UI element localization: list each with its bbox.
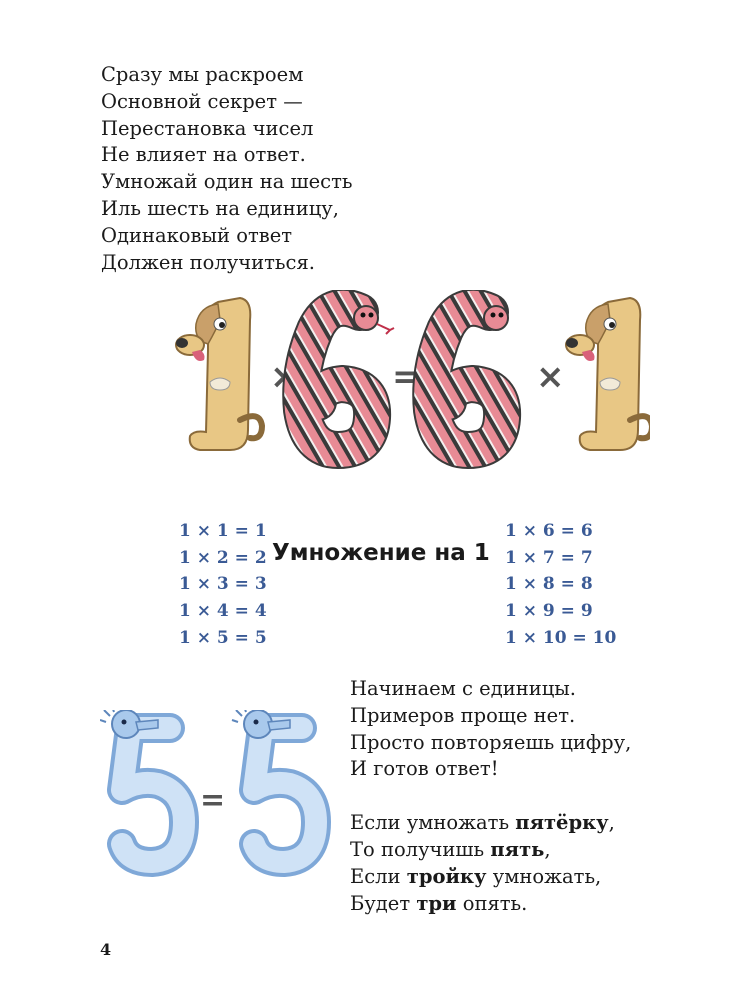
table-row: 1 × 1 = 1 [179,521,267,541]
table-row: 1 × 7 = 7 [505,547,593,568]
emphasis: пять [490,837,545,861]
poem-line: Перестановка чисел [101,116,314,140]
table-row: 1 × 2 = 2 [179,547,267,568]
seahorse-five-icon [100,710,184,862]
emphasis: тройку [406,864,487,888]
equals-operator: = [392,357,421,397]
snake-six-icon [431,306,508,450]
dog-one-icon [566,298,650,450]
poem-line: Не влияет на ответ. [101,143,306,167]
table-row: 1 × 5 = 5 [179,627,267,648]
line-text: Будет [350,891,417,915]
multiplication-table-left [179,518,267,652]
times-operator: × [270,357,299,397]
poem-line [350,810,631,837]
emphasis: пятёрку [515,811,609,835]
page-number: 4 [100,940,112,959]
poem-line [350,891,631,918]
line-text: , [608,811,615,835]
illustration-5-equals-5 [100,710,340,880]
table-row: 1 × 8 = 8 [505,574,593,595]
poem-line: Начинаем с единицы. [350,677,576,700]
illustration-1x6-equals-6x1 [170,290,650,470]
poem-line: Одинаковый ответ [101,223,293,247]
poem-line: Должен получиться. [101,250,315,274]
table-row: 1 × 4 = 4 [179,601,267,622]
line-text: умножать, [486,864,602,888]
dog-one-icon [176,298,262,450]
poem-bottom [350,676,631,917]
poem-line: И готов ответ! [350,757,499,781]
poem-line: Основной секрет — [101,89,303,113]
poem-top [101,62,353,276]
stanza-gap [350,783,631,810]
poem-line: Иль шесть на единицу, [101,196,339,220]
line-text: То получишь [350,837,491,861]
poem-line [350,837,631,864]
line-text: Если умножать [350,811,516,835]
times-operator: × [536,357,565,397]
poem-line: Просто повторяешь цифру, [350,730,632,754]
poem-line: Примеров проще нет. [350,703,576,727]
snake-six-icon [301,306,394,450]
emphasis: три [416,891,457,915]
table-row: 1 × 6 = 6 [505,521,593,541]
line-text: Если [350,864,407,888]
table-row: 1 × 3 = 3 [179,574,267,595]
equals-operator: = [200,783,226,818]
seahorse-five-icon [232,710,316,862]
multiplication-table-right [505,518,616,652]
poem-line: Умножай один на шесть [101,170,353,194]
table-row: 1 × 10 = 10 [505,627,617,648]
line-text: опять. [456,891,528,915]
line-text: , [544,837,551,861]
table-title: Умножение на 1 [272,540,490,566]
poem-line: Сразу мы раскроем [101,63,304,86]
table-row: 1 × 9 = 9 [505,601,593,622]
poem-line [350,864,631,891]
